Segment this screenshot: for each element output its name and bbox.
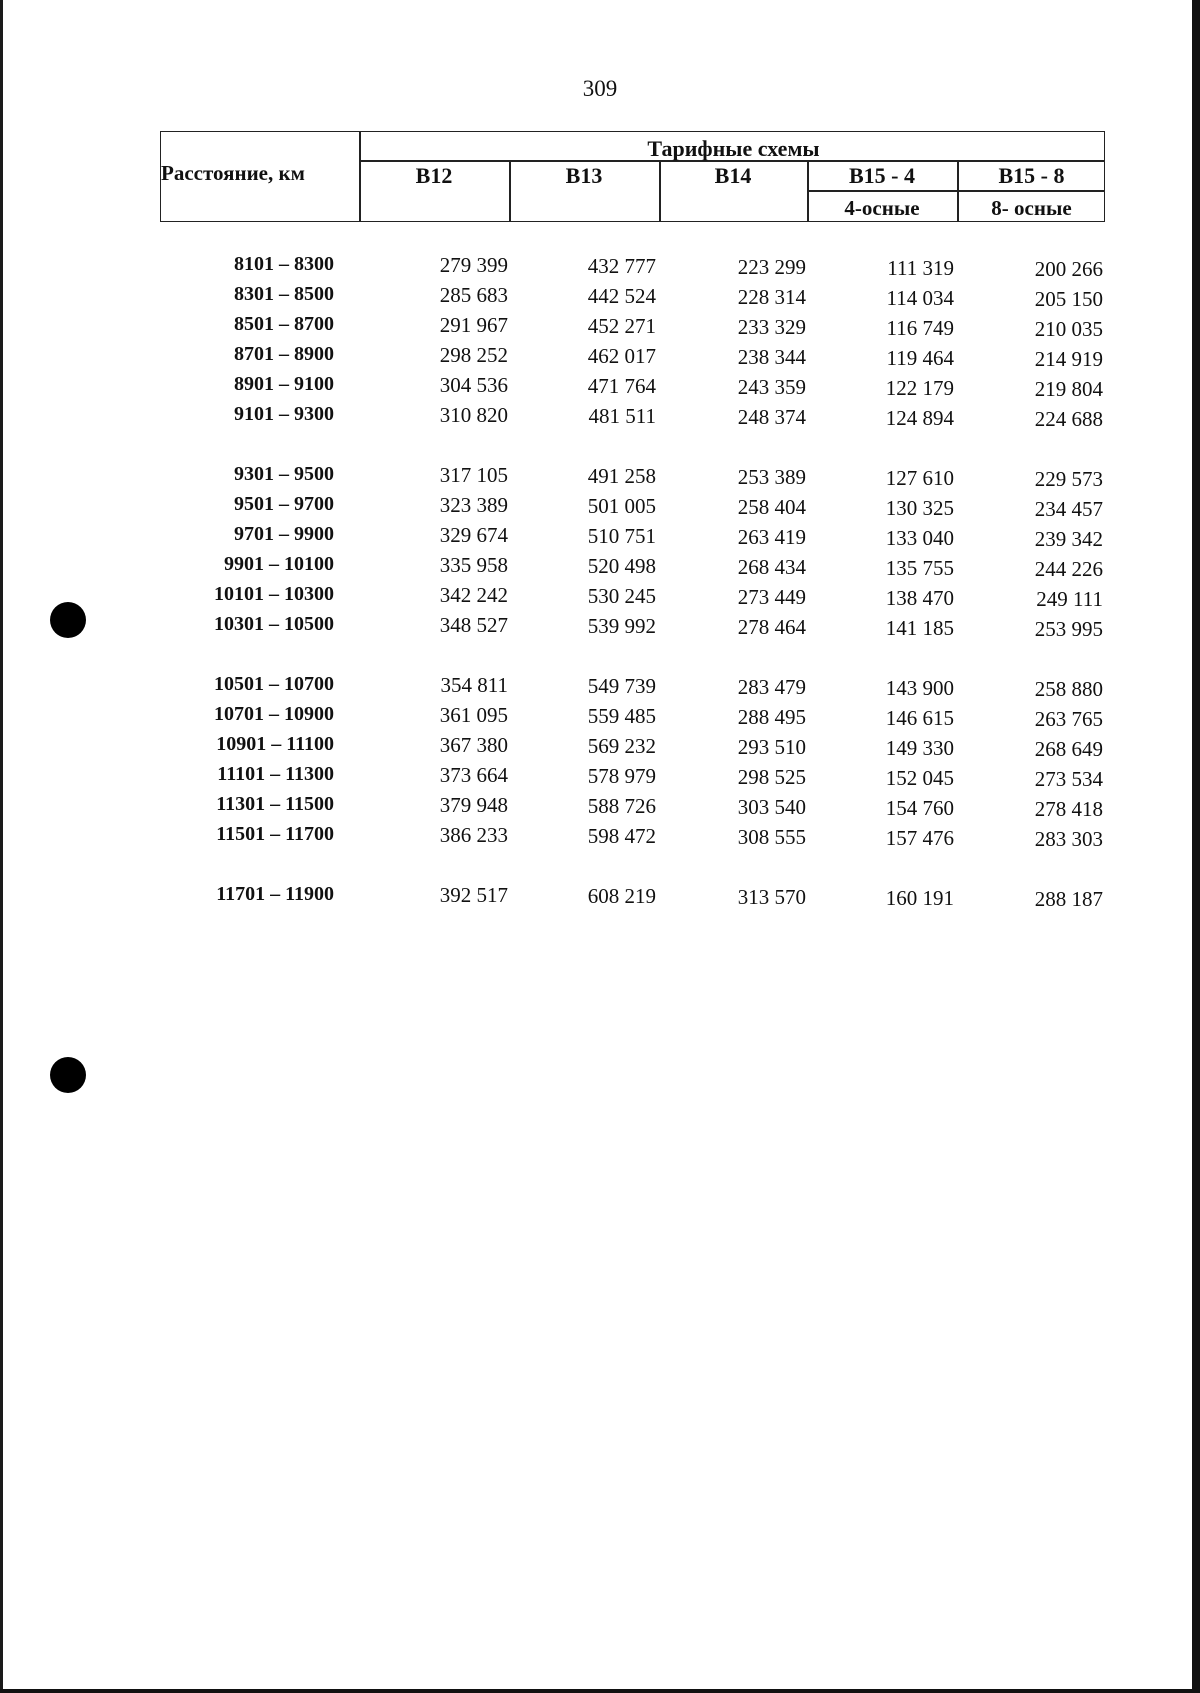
- table-row: [0, 403, 1200, 433]
- tariff-value-cell: 520 498: [587, 554, 656, 578]
- tariff-value-cell: 234 457: [1034, 497, 1103, 521]
- tariff-value-cell: 288 495: [737, 705, 806, 729]
- tariff-value-cell: 157 476: [885, 826, 954, 850]
- tariff-value-cell: 342 242: [439, 583, 508, 607]
- tariff-value-cell: 452 271: [587, 314, 656, 338]
- table-row: [0, 343, 1200, 373]
- table-row: [0, 553, 1200, 583]
- tariff-value-cell: 578 979: [587, 764, 656, 788]
- tariff-value-cell: 223 299: [737, 255, 806, 279]
- column-header-b13: В13: [565, 163, 603, 188]
- tariff-value-cell: 588 726: [587, 794, 656, 818]
- tariff-value-cell: 268 434: [737, 555, 806, 579]
- tariff-value-cell: 549 739: [587, 674, 656, 698]
- tariff-value-cell: 323 389: [439, 493, 508, 517]
- tariff-value-cell: 149 330: [885, 736, 954, 760]
- tariff-value-cell: 268 649: [1034, 737, 1103, 761]
- tariff-value-cell: 258 880: [1034, 677, 1103, 701]
- tariff-value-cell: 308 555: [737, 825, 806, 849]
- tariff-value-cell: 304 536: [439, 373, 508, 397]
- tariff-value-cell: 539 992: [587, 614, 656, 638]
- tariff-value-cell: 471 764: [587, 374, 656, 398]
- table-row: [0, 493, 1200, 523]
- tariff-schemes-header: Тарифные схемы: [647, 136, 820, 161]
- tariff-value-cell: 273 449: [737, 585, 806, 609]
- distance-cell: 9501 – 9700: [234, 493, 334, 515]
- tariff-value-cell: 278 418: [1034, 797, 1103, 821]
- tariff-value-cell: 154 760: [885, 796, 954, 820]
- tariff-value-cell: 138 470: [885, 586, 954, 610]
- tariff-value-cell: 258 404: [737, 495, 806, 519]
- distance-cell: 8101 – 8300: [234, 253, 334, 275]
- column-header-b12: В12: [415, 163, 453, 188]
- tariff-value-cell: 229 573: [1034, 467, 1103, 491]
- tariff-value-cell: 310 820: [439, 403, 508, 427]
- tariff-value-cell: 510 751: [587, 524, 656, 548]
- distance-cell: 8701 – 8900: [234, 343, 334, 365]
- tariff-value-cell: 135 755: [885, 556, 954, 580]
- tariff-value-cell: 569 232: [587, 734, 656, 758]
- tariff-value-cell: 291 967: [439, 313, 508, 337]
- table-row: [0, 463, 1200, 493]
- table-row: [0, 523, 1200, 553]
- column-subheader-4-axle: 4-осные: [844, 196, 920, 220]
- tariff-value-cell: 210 035: [1034, 317, 1103, 341]
- tariff-value-cell: 253 389: [737, 465, 806, 489]
- tariff-value-cell: 233 329: [737, 315, 806, 339]
- distance-cell: 10301 – 10500: [214, 613, 334, 635]
- tariff-value-cell: 143 900: [885, 676, 954, 700]
- distance-cell: 10101 – 10300: [214, 583, 334, 605]
- tariff-value-cell: 119 464: [886, 346, 954, 370]
- tariff-value-cell: 283 479: [737, 675, 806, 699]
- table-row: [0, 703, 1200, 733]
- tariff-value-cell: 116 749: [886, 316, 954, 340]
- table-row: [0, 733, 1200, 763]
- tariff-value-cell: 244 226: [1034, 557, 1103, 581]
- tariff-value-cell: 386 233: [439, 823, 508, 847]
- tariff-value-cell: 248 374: [737, 405, 806, 429]
- tariff-value-cell: 238 344: [737, 345, 806, 369]
- tariff-value-cell: 130 325: [885, 496, 954, 520]
- table-row: [0, 253, 1200, 283]
- tariff-value-cell: 491 258: [587, 464, 656, 488]
- tariff-value-cell: 160 191: [885, 886, 954, 910]
- table-row: [0, 313, 1200, 343]
- tariff-value-cell: 598 472: [587, 824, 656, 848]
- tariff-value-cell: 127 610: [885, 466, 954, 490]
- tariff-value-cell: 288 187: [1034, 887, 1103, 911]
- tariff-value-cell: 243 359: [737, 375, 806, 399]
- tariff-value-cell: 348 527: [439, 613, 508, 637]
- tariff-value-cell: 392 517: [439, 883, 508, 907]
- tariff-value-cell: 329 674: [439, 523, 508, 547]
- tariff-value-cell: 298 525: [737, 765, 806, 789]
- tariff-value-cell: 432 777: [587, 254, 656, 278]
- table-row: [0, 673, 1200, 703]
- table-row: [0, 613, 1200, 643]
- tariff-value-cell: 559 485: [587, 704, 656, 728]
- tariff-value-cell: 501 005: [587, 494, 656, 518]
- tariff-value-cell: 317 105: [439, 463, 508, 487]
- column-subheader-8-axle: 8- осные: [991, 196, 1072, 220]
- tariff-value-cell: 133 040: [885, 526, 954, 550]
- distance-cell: 9901 – 10100: [224, 553, 334, 575]
- tariff-value-cell: 279 399: [439, 253, 508, 277]
- column-header-b15-8: В15 - 8: [998, 163, 1065, 188]
- distance-cell: 8501 – 8700: [234, 313, 334, 335]
- tariff-value-cell: 228 314: [737, 285, 806, 309]
- tariff-value-cell: 205 150: [1034, 287, 1103, 311]
- tariff-value-cell: 462 017: [587, 344, 656, 368]
- tariff-value-cell: 481 511: [588, 404, 656, 428]
- tariff-value-cell: 354 811: [440, 673, 508, 697]
- table-row: [0, 823, 1200, 853]
- tariff-value-cell: 361 095: [439, 703, 508, 727]
- distance-cell: 9701 – 9900: [234, 523, 334, 545]
- distance-cell: 9101 – 9300: [234, 403, 334, 425]
- column-header-b14: В14: [714, 163, 752, 188]
- tariff-value-cell: 442 524: [587, 284, 656, 308]
- tariff-value-cell: 285 683: [439, 283, 508, 307]
- page-number: 309: [582, 76, 618, 101]
- tariff-value-cell: 530 245: [587, 584, 656, 608]
- column-header-b15-4: В15 - 4: [849, 163, 915, 188]
- table-row: [0, 793, 1200, 823]
- tariff-value-cell: 303 540: [737, 795, 806, 819]
- tariff-value-cell: 278 464: [737, 615, 806, 639]
- distance-cell: 10901 – 11100: [216, 733, 334, 755]
- tariff-value-cell: 200 266: [1034, 257, 1103, 281]
- distance-cell: 11701 – 11900: [216, 883, 334, 905]
- tariff-value-cell: 283 303: [1034, 827, 1103, 851]
- distance-cell: 10701 – 10900: [214, 703, 334, 725]
- table-row: [0, 583, 1200, 613]
- tariff-value-cell: 111 319: [887, 256, 954, 280]
- tariff-value-cell: 141 185: [885, 616, 954, 640]
- distance-cell: 11301 – 11500: [216, 793, 334, 815]
- tariff-value-cell: 313 570: [737, 885, 806, 909]
- tariff-value-cell: 239 342: [1034, 527, 1103, 551]
- tariff-value-cell: 214 919: [1034, 347, 1103, 371]
- tariff-value-cell: 293 510: [737, 735, 806, 759]
- distance-column-header: Расстояние, км: [161, 161, 305, 185]
- tariff-value-cell: 124 894: [885, 406, 954, 430]
- tariff-value-cell: 114 034: [886, 286, 954, 310]
- tariff-value-cell: 152 045: [885, 766, 954, 790]
- tariff-value-cell: 379 948: [439, 793, 508, 817]
- tariff-value-cell: 273 534: [1034, 767, 1103, 791]
- table-row: [0, 763, 1200, 793]
- tariff-value-cell: 263 419: [737, 525, 806, 549]
- distance-cell: 8901 – 9100: [234, 373, 334, 395]
- tariff-value-cell: 224 688: [1034, 407, 1103, 431]
- table-row: [0, 883, 1200, 913]
- tariff-value-cell: 608 219: [587, 884, 656, 908]
- tariff-value-cell: 253 995: [1034, 617, 1103, 641]
- table-row: [0, 283, 1200, 313]
- distance-cell: 11101 – 11300: [217, 763, 334, 785]
- tariff-value-cell: 263 765: [1034, 707, 1103, 731]
- tariff-value-cell: 335 958: [439, 553, 508, 577]
- distance-cell: 8301 – 8500: [234, 283, 334, 305]
- tariff-value-cell: 298 252: [439, 343, 508, 367]
- tariff-value-cell: 122 179: [885, 376, 954, 400]
- tariff-value-cell: 373 664: [439, 763, 508, 787]
- tariff-value-cell: 219 804: [1034, 377, 1103, 401]
- table-row: [0, 373, 1200, 403]
- distance-cell: 11501 – 11700: [216, 823, 334, 845]
- distance-cell: 10501 – 10700: [214, 673, 334, 695]
- tariff-value-cell: 146 615: [885, 706, 954, 730]
- tariff-value-cell: 249 111: [1036, 587, 1103, 611]
- distance-cell: 9301 – 9500: [234, 463, 334, 485]
- tariff-value-cell: 367 380: [439, 733, 508, 757]
